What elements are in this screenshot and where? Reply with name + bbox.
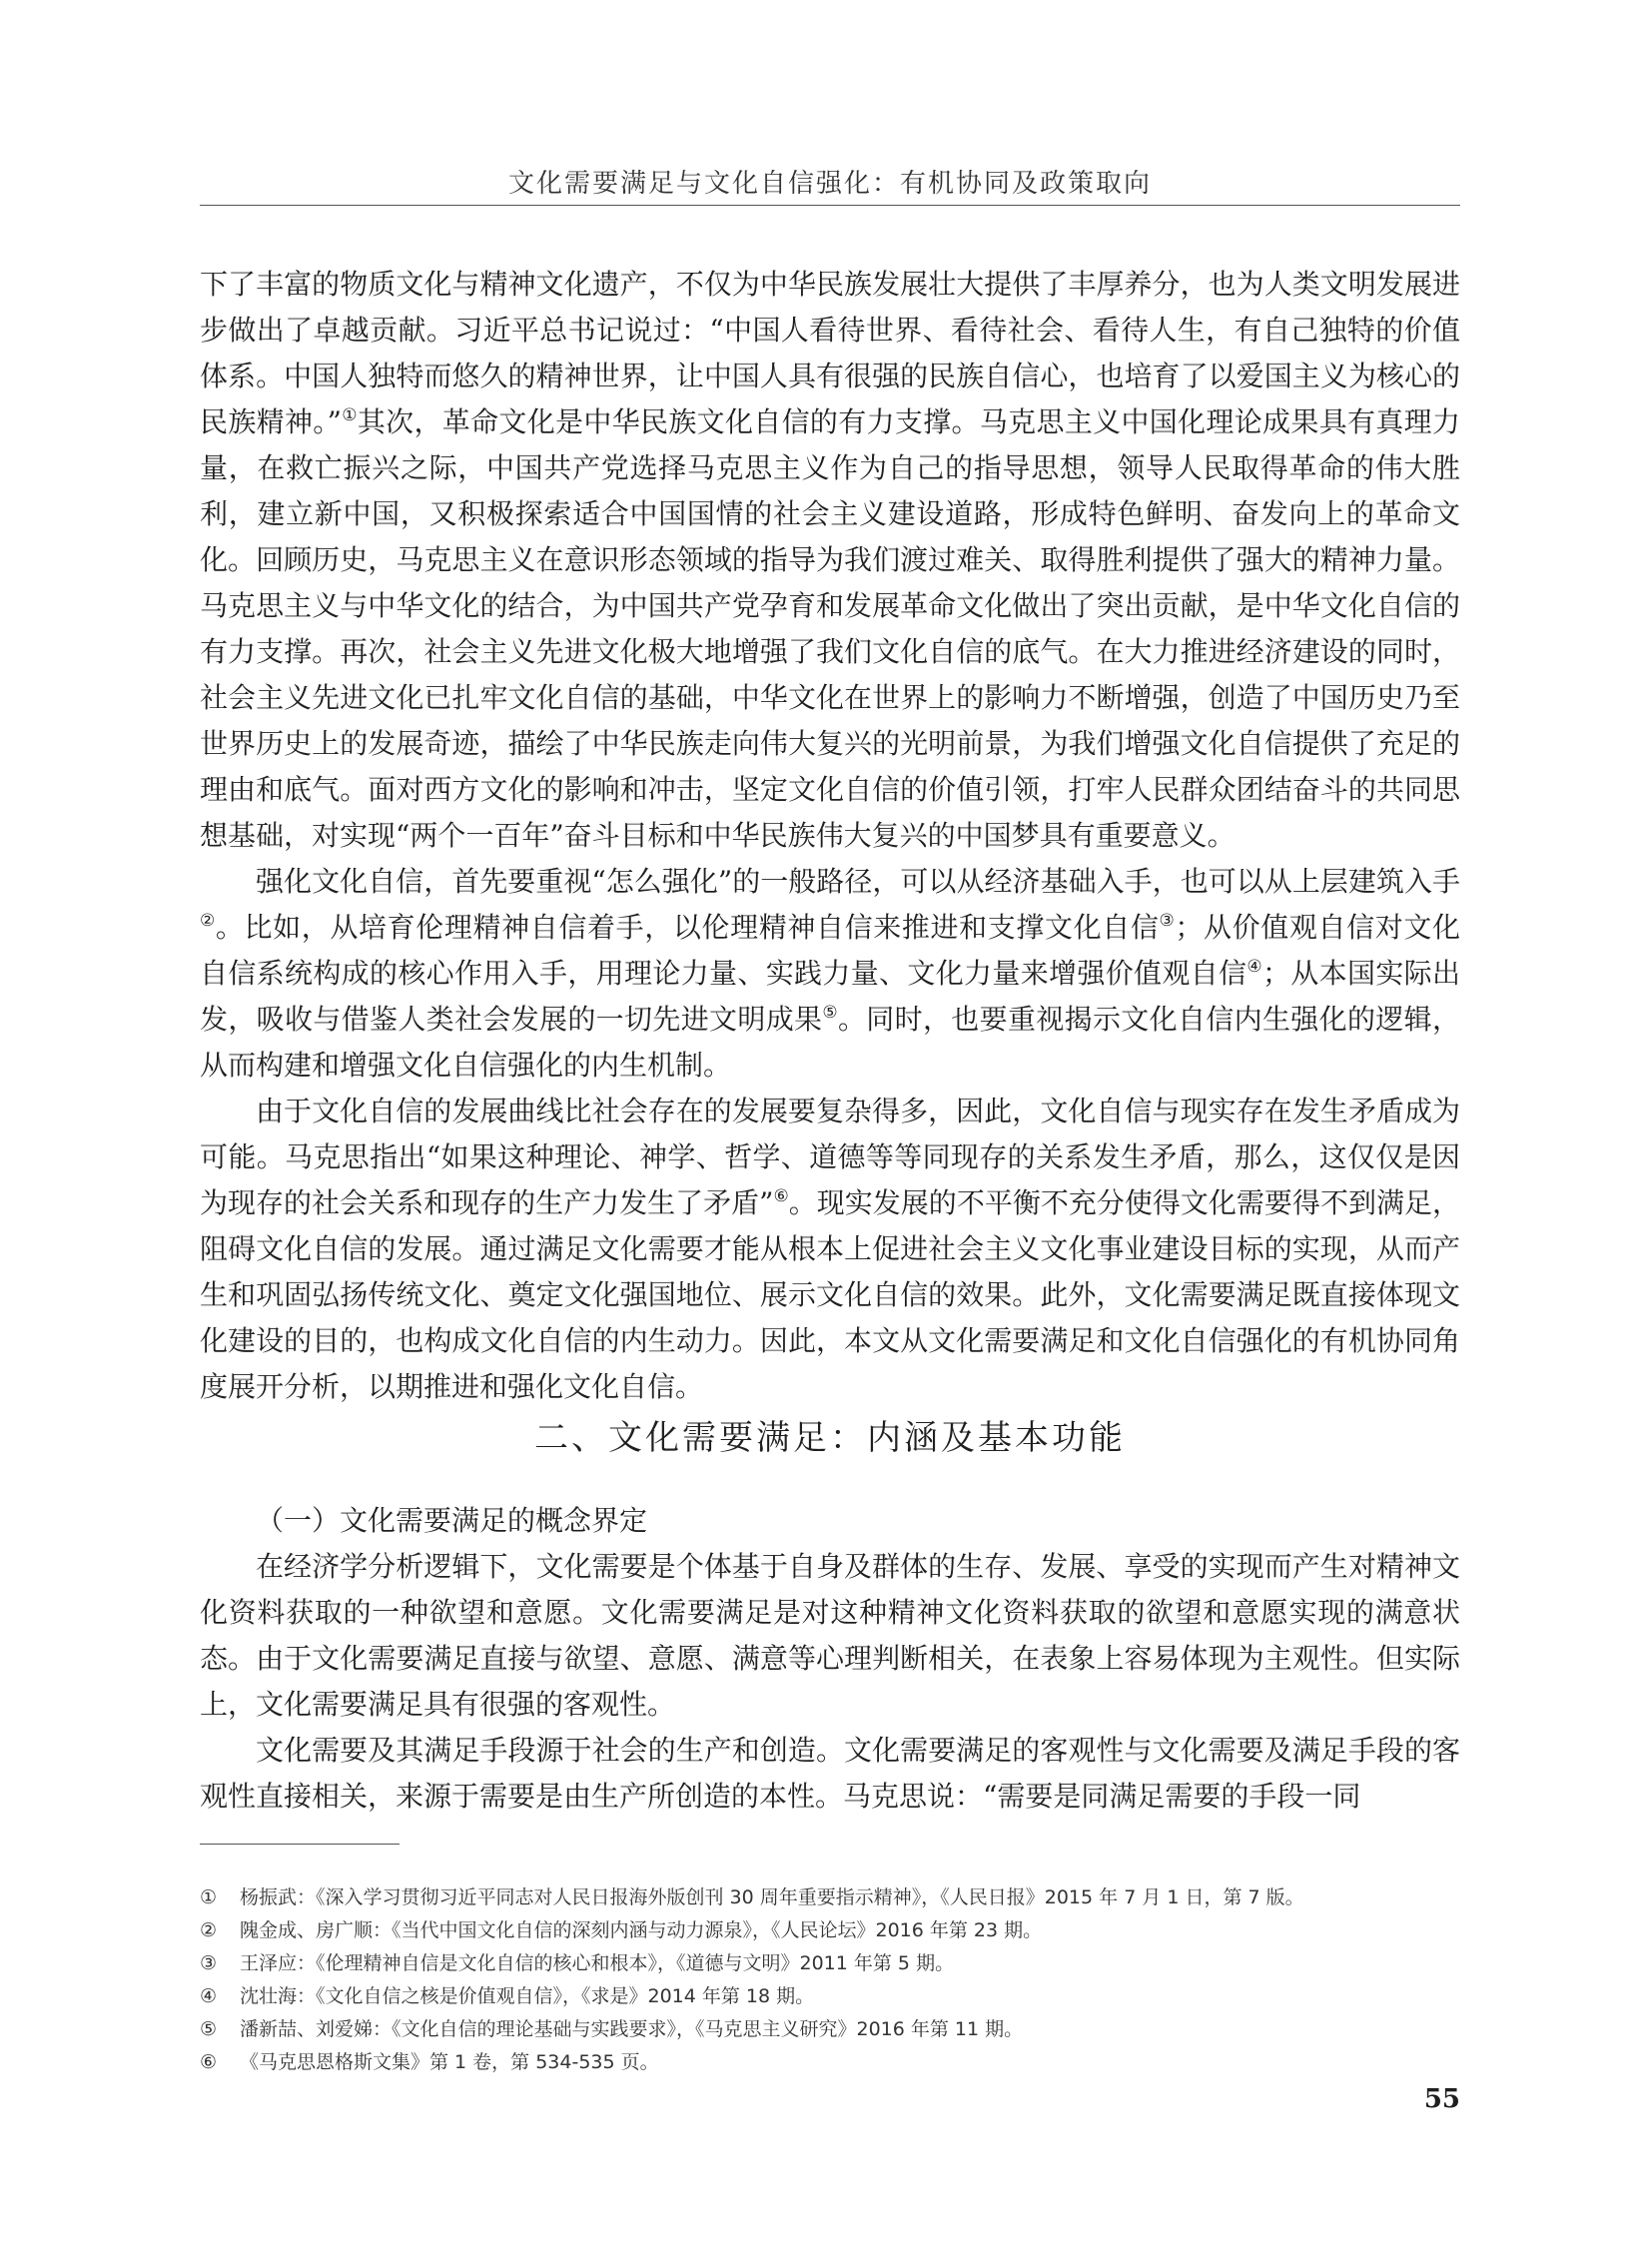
footnote-mark: ③ [200,1952,218,1974]
footnote-text: 《马克思恩格斯文集》第 1 卷，第 534-535 页。 [240,2051,659,2073]
paragraph-text: ；从价值观自信对文化自信系统构成的核心作用入手，用理论力量、实践力量、文化力量来增强价值观自信 [200,911,1460,990]
paragraph-text: 下了丰富的物质文化与精神文化遗产，不仅为中华民族发展壮大提供了丰厚养分，也为人类文明发展进步做出了卓越贡献。习近平总书记说过：“中国人看待世界、看待社会、看待人生，有自己独特的价值体系。中国人独特而悠久的精神世界，让中国人具有很强的民族自信心，也培育了以爱国主义为核心的民族精神。” [200,268,1460,438]
footnotes [200,1881,1460,2079]
section-body [200,1498,1460,1820]
subsection-heading: （一）文化需要满足的概念界定 [256,1504,648,1537]
paragraph-contradiction [200,1089,1460,1410]
paragraph-text: 。现实发展的不平衡不充分使得文化需要得不到满足，阻碍文化自信的发展。通过满足文化需要才能从根本上促进社会主义文化事业建设目标的实现，从而产生和巩固弘扬传统文化、奠定文化强国地位、展示文化自信的效果。此外，文化需要满足既直接体现文化建设的目的，也构成文化自信的内生动力。因此，本文从文化需要满足和文化自信强化的有机协同角度展开分析，以期推进和强化文化自信。 [200,1186,1460,1403]
section-paragraph: 在经济学分析逻辑下，文化需要是个体基于自身及群体的生存、发展、享受的实现而产生对精神文化资料获取的一种欲望和意愿。文化需要满足是对这种精神文化资料获取的欲望和意愿实现的满意状态。由于文化需要满足直接与欲望、意愿、满意等心理判断相关，在表象上容易体现为主观性。但实际上，文化需要满足具有很强的客观性。 [200,1550,1460,1721]
paragraph-text: 由于文化自信的发展曲线比社会存在的发展要复杂得多，因此，文化自信与现实存在发生矛盾成为可能。马克思指出“如果这种理论、神学、哲学、道德等等同现存的关系发生矛盾，那么，这仅仅是因为现存的社会关系和现存的生产力发生了矛盾” [200,1095,1460,1219]
footnote-ref: ⑤ [822,1003,838,1023]
footnote [200,1947,1460,1980]
header-rule [200,205,1460,206]
footnote-text: 隗金成、房广顺：《当代中国文化自信的深刻内涵与动力源泉》，《人民论坛》2016 年第 23 期。 [240,1919,1043,1941]
paragraph-text: 。同时，也要重视揭示文化自信内生强化的逻辑，从而构建和增强文化自信强化的内生机制。 [200,1003,1460,1082]
paragraph-strengthen-path [200,859,1460,1089]
footnote-mark: ⑥ [200,2051,218,2073]
footnote-mark: ② [200,1919,218,1941]
footnote-ref: ④ [1246,957,1262,977]
section-heading: 二、文化需要满足：内涵及基本功能 [534,1418,1126,1458]
footnote [200,2013,1460,2046]
footnote [200,1914,1460,1947]
footnote-ref: ② [200,911,216,931]
footnote-text: 王泽应：《伦理精神自信是文化自信的核心和根本》，《道德与文明》2011 年第 5 期。 [240,1952,955,1974]
footnote-text: 沈壮海：《文化自信之核是价值观自信》，《求是》2014 年第 18 期。 [240,1985,815,2007]
footnote-text: 杨振武：《深入学习贯彻习近平同志对人民日报海外版创刊 30 周年重要指示精神》，《人民日报》2015 年 7 月 1 日，第 7 版。 [240,1886,1304,1908]
paragraph-continued [200,262,1460,859]
footnote [200,1980,1460,2013]
footnote-ref: ⑥ [773,1186,789,1206]
footnote [200,1881,1460,1914]
section-paragraph: 文化需要及其满足手段源于社会的生产和创造。文化需要满足的客观性与文化需要及满足手段的客观性直接相关，来源于需要是由生产所创造的本性。马克思说：“需要是同满足需要的手段一同 [200,1734,1460,1813]
paragraph-text: 强化文化自信，首先要重视“怎么强化”的一般路径，可以从经济基础入手，也可以从上层建筑入手 [256,865,1460,898]
footnote-rule [200,1844,400,1845]
footnote [200,2046,1460,2079]
footnote-ref: ① [341,405,358,425]
page-number: 55 [1423,2084,1460,2114]
paragraph-text: 其次，革命文化是中华民族文化自信的有力支撑。马克思主义中国化理论成果具有真理力量，在救亡振兴之际，中国共产党选择马克思主义作为自己的指导思想，领导人民取得革命的伟大胜利，建立新中国，又积极探索适合中国国情的社会主义建设道路，形成特色鲜明、奋发向上的革命文化。回顾历史，马克思主义在意识形态领域的指导为我们渡过难关、取得胜利提供了强大的精神力量。马克思主义与中华文化的结合，为中国共产党孕育和发展革命文化做出了突出贡献，是中华文化自信的有力支撑。再次，社会主义先进文化极大地增强了我们文化自信的底气。在大力推进经济建设的同时，社会主义先进文化已扎牢文化自信的基础，中华文化在世界上的影响力不断增强，创造了中国历史乃至世界历史上的发展奇迹，描绘了中华民族走向伟大复兴的光明前景，为我们增强文化自信提供了充足的理由和底气。面对西方文化的影响和冲击，坚定文化自信的价值引领，打牢人民群众团结奋斗的共同思想基础，对实现“两个一百年”奋斗目标和中华民族伟大复兴的中国梦具有重要意义。 [200,405,1460,852]
footnote-mark: ④ [200,1985,218,2007]
footnote-mark: ① [200,1886,218,1908]
footnote-mark: ⑤ [200,2018,218,2040]
footnote-text: 潘新喆、刘爱娣：《文化自信的理论基础与实践要求》，《马克思主义研究》2016 年第 11 期。 [240,2018,1024,2040]
paragraph-text: ；从本国实际出发，吸收与借鉴人类社会发展的一切先进文明成果 [200,957,1460,1036]
paragraph-text: 。比如，从培育伦理精神自信着手，以伦理精神自信来推进和支撑文化自信 [215,911,1160,944]
running-head: 文化需要满足与文化自信强化：有机协同及政策取向 [507,169,1152,199]
footnote-ref: ③ [1159,911,1176,931]
intro-body [200,262,1460,1410]
